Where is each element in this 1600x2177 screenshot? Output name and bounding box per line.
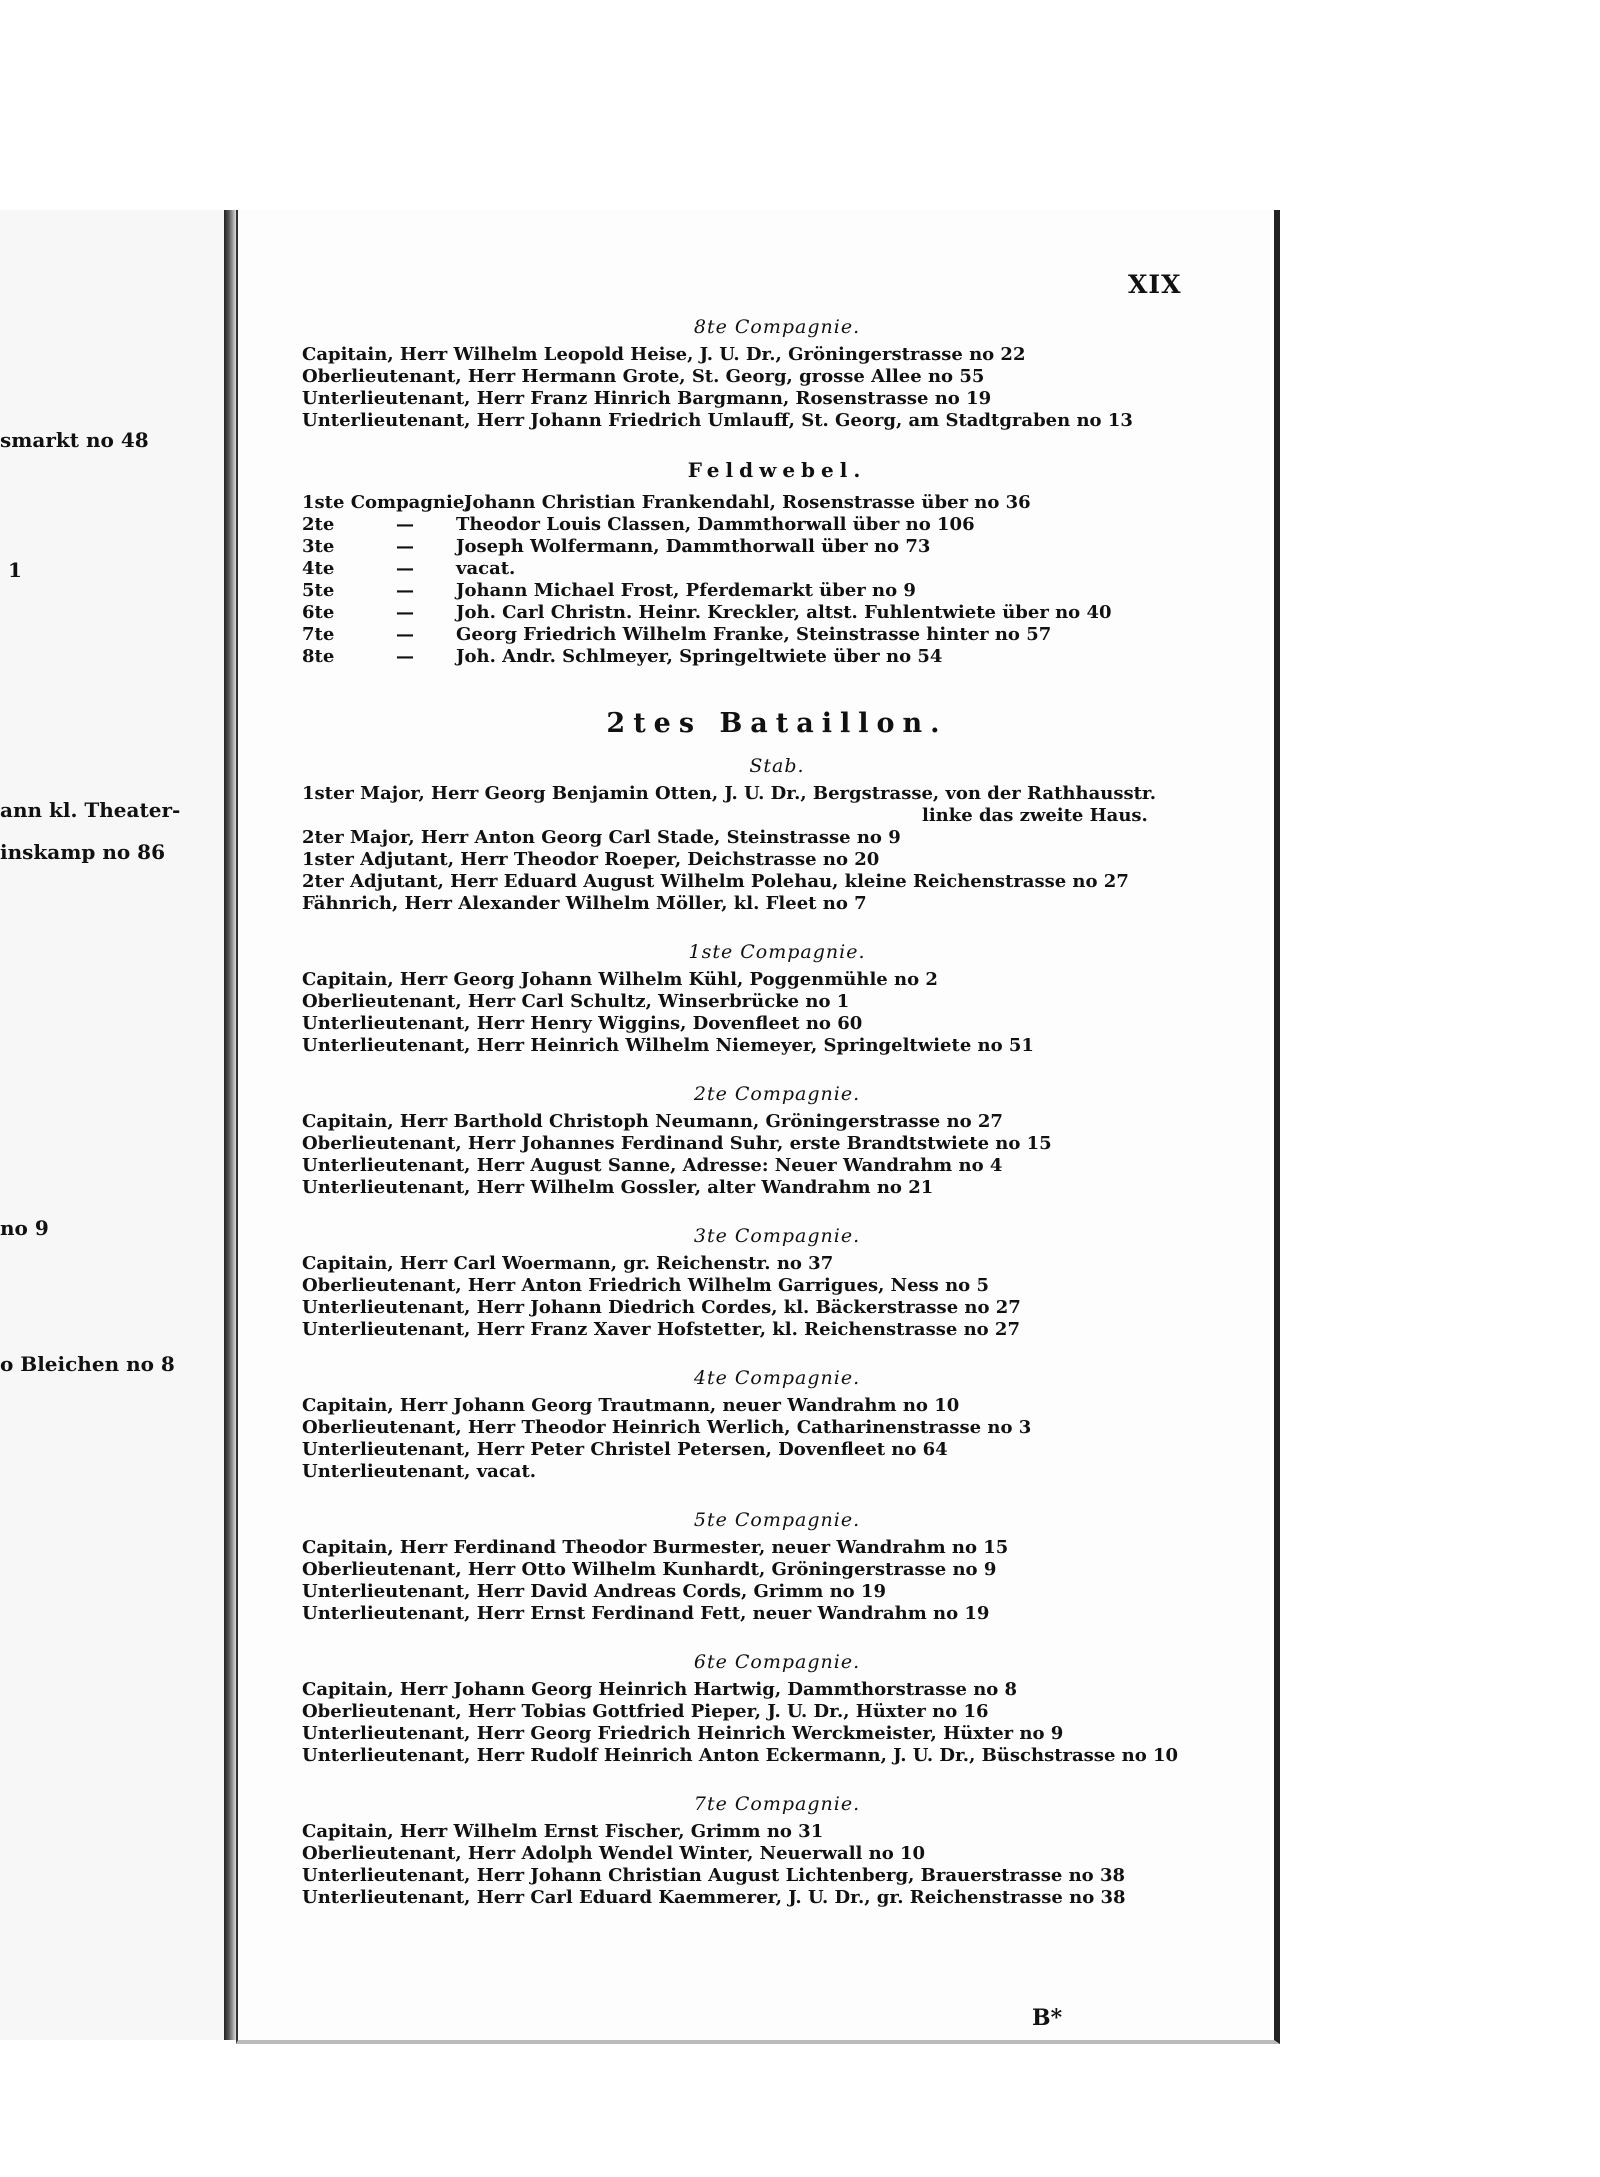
book-page <box>236 210 1280 2044</box>
left-text-line: o Bleichen no 8 <box>0 1352 175 1376</box>
company-number: 5te <box>302 580 335 601</box>
page-number: XIX <box>1128 270 1182 299</box>
feldwebel-section <box>302 458 1252 668</box>
company-5-section <box>302 1509 1252 1625</box>
company-number: 1ste Compagnie, <box>302 492 471 513</box>
book-gutter <box>224 210 236 2040</box>
left-text-line: 1 <box>8 558 22 582</box>
roster-entry: Unterlieutenant, Herr Henry Wiggins, Dovenfleet no 60 <box>302 1013 863 1034</box>
signature-mark: B* <box>1032 2005 1063 2031</box>
feldwebel-row <box>302 624 1252 646</box>
roster-entry: Unterlieutenant, Herr Franz Hinrich Bargmann, Rosenstrasse no 19 <box>302 388 992 409</box>
section-heading: 2te Compagnie. <box>693 1083 861 1105</box>
feldwebel-row <box>302 492 1252 514</box>
roster-entry: Oberlieutenant, Herr Johannes Ferdinand Suhr, erste Brandtstwiete no 15 <box>302 1133 1052 1154</box>
feldwebel-name: Johann Christian Frankendahl, Rosenstrasse über no 36 <box>464 492 1031 513</box>
company-2-section <box>302 1083 1252 1199</box>
roster-entry: Unterlieutenant, Herr August Sanne, Adresse: Neuer Wandrahm no 4 <box>302 1155 1003 1176</box>
feldwebel-row <box>302 558 1252 580</box>
feldwebel-name: Joseph Wolfermann, Dammthorwall über no 73 <box>456 536 931 557</box>
left-text-line: no 9 <box>0 1216 49 1240</box>
ditto-dash: — <box>396 514 414 535</box>
bataillon-heading: 2tes Bataillon. <box>606 708 948 739</box>
roster-entry: Oberlieutenant, Herr Theodor Heinrich Werlich, Catharinenstrasse no 3 <box>302 1417 1032 1438</box>
ditto-dash: — <box>396 536 414 557</box>
left-text-line: inskamp no 86 <box>0 840 165 864</box>
stab-section <box>302 755 1252 915</box>
roster-entry: Capitain, Herr Ferdinand Theodor Burmester, neuer Wandrahm no 15 <box>302 1537 1009 1558</box>
roster-entry: Oberlieutenant, Herr Tobias Gottfried Pieper, J. U. Dr., Hüxter no 16 <box>302 1701 989 1722</box>
company-number: 7te <box>302 624 335 645</box>
roster-entry: Unterlieutenant, Herr Franz Xaver Hofstetter, kl. Reichenstrasse no 27 <box>302 1319 1020 1340</box>
roster-entry: Unterlieutenant, Herr Johann Friedrich Umlauff, St. Georg, am Stadtgraben no 13 <box>302 410 1133 431</box>
roster-entry: Oberlieutenant, Herr Carl Schultz, Winserbrücke no 1 <box>302 991 850 1012</box>
roster-entry: Oberlieutenant, Herr Otto Wilhelm Kunhardt, Gröningerstrasse no 9 <box>302 1559 997 1580</box>
feldwebel-name: Georg Friedrich Wilhelm Franke, Steinstrasse hinter no 57 <box>456 624 1052 645</box>
feldwebel-row <box>302 580 1252 602</box>
roster-entry: 1ster Major, Herr Georg Benjamin Otten, J. U. Dr., Bergstrasse, von der Rathhausstr. <box>302 783 1157 804</box>
roster-entry: Unterlieutenant, Herr Ernst Ferdinand Fett, neuer Wandrahm no 19 <box>302 1603 990 1624</box>
company-7-section <box>302 1793 1252 1909</box>
ditto-dash: — <box>396 558 414 579</box>
section-heading: Feldwebel. <box>687 458 867 482</box>
feldwebel-name: Joh. Carl Christn. Heinr. Kreckler, altst. Fuhlentwiete über no 40 <box>456 602 1112 623</box>
roster-entry: Capitain, Herr Carl Woermann, gr. Reichenstr. no 37 <box>302 1253 834 1274</box>
previous-page-fragment <box>0 210 226 2040</box>
ditto-dash: — <box>396 646 414 667</box>
feldwebel-row <box>302 602 1252 624</box>
feldwebel-row <box>302 536 1252 558</box>
section-heading: 5te Compagnie. <box>693 1509 861 1531</box>
company-4-section <box>302 1367 1252 1483</box>
feldwebel-row <box>302 514 1252 536</box>
page-content <box>302 316 1252 1909</box>
company-3-section <box>302 1225 1252 1341</box>
roster-entry: Capitain, Herr Wilhelm Leopold Heise, J. U. Dr., Gröningerstrasse no 22 <box>302 344 1026 365</box>
roster-entry: Oberlieutenant, Herr Hermann Grote, St. Georg, grosse Allee no 55 <box>302 366 985 387</box>
feldwebel-row <box>302 646 1252 668</box>
roster-entry: Capitain, Herr Johann Georg Trautmann, neuer Wandrahm no 10 <box>302 1395 960 1416</box>
section-heading: 8te Compagnie. <box>693 316 861 338</box>
company-number: 6te <box>302 602 335 623</box>
feldwebel-name: vacat. <box>456 558 516 579</box>
roster-entry: Unterlieutenant, Herr Carl Eduard Kaemmerer, J. U. Dr., gr. Reichenstrasse no 38 <box>302 1887 1126 1908</box>
feldwebel-name: Johann Michael Frost, Pferdemarkt über no 9 <box>456 580 916 601</box>
roster-entry: 2ter Major, Herr Anton Georg Carl Stade, Steinstrasse no 9 <box>302 827 901 848</box>
roster-entry: Unterlieutenant, Herr Peter Christel Petersen, Dovenfleet no 64 <box>302 1439 948 1460</box>
section-heading: 3te Compagnie. <box>693 1225 861 1247</box>
roster-entry: Unterlieutenant, Herr Johann Christian August Lichtenberg, Brauerstrasse no 38 <box>302 1865 1125 1886</box>
section-heading: 7te Compagnie. <box>693 1793 861 1815</box>
company-number: 4te <box>302 558 335 579</box>
feldwebel-name: Joh. Andr. Schlmeyer, Springeltwiete über no 54 <box>456 646 943 667</box>
roster-entry: Capitain, Herr Wilhelm Ernst Fischer, Grimm no 31 <box>302 1821 824 1842</box>
left-text-line: smarkt no 48 <box>0 428 149 452</box>
roster-entry: Unterlieutenant, Herr Georg Friedrich Heinrich Werckmeister, Hüxter no 9 <box>302 1723 1064 1744</box>
roster-entry: Capitain, Herr Johann Georg Heinrich Hartwig, Dammthorstrasse no 8 <box>302 1679 1018 1700</box>
company-8-section <box>302 316 1252 432</box>
roster-entry: Unterlieutenant, Herr Rudolf Heinrich Anton Eckermann, J. U. Dr., Büschstrasse no 10 <box>302 1745 1179 1766</box>
ditto-dash: — <box>396 580 414 601</box>
company-number: 2te <box>302 514 335 535</box>
company-number: 8te <box>302 646 335 667</box>
roster-entry: Unterlieutenant, vacat. <box>302 1461 537 1482</box>
roster-entry: 1ster Adjutant, Herr Theodor Roeper, Deichstrasse no 20 <box>302 849 880 870</box>
roster-entry: Capitain, Herr Georg Johann Wilhelm Kühl, Poggenmühle no 2 <box>302 969 938 990</box>
roster-entry: Capitain, Herr Barthold Christoph Neumann, Gröningerstrasse no 27 <box>302 1111 1003 1132</box>
section-heading: 6te Compagnie. <box>693 1651 861 1673</box>
company-1-section <box>302 941 1252 1057</box>
roster-entry: Unterlieutenant, Herr Wilhelm Gossler, alter Wandrahm no 21 <box>302 1177 934 1198</box>
roster-entry: Fähnrich, Herr Alexander Wilhelm Möller, kl. Fleet no 7 <box>302 893 867 914</box>
ditto-dash: — <box>396 602 414 623</box>
roster-entry-continuation: linke das zweite Haus. <box>922 805 1148 826</box>
section-heading: 1ste Compagnie. <box>688 941 866 963</box>
roster-entry: 2ter Adjutant, Herr Eduard August Wilhelm Polehau, kleine Reichenstrasse no 27 <box>302 871 1129 892</box>
roster-entry: Oberlieutenant, Herr Adolph Wendel Winter, Neuerwall no 10 <box>302 1843 926 1864</box>
roster-entry: Unterlieutenant, Herr Johann Diedrich Cordes, kl. Bäckerstrasse no 27 <box>302 1297 1021 1318</box>
section-heading: 4te Compagnie. <box>693 1367 861 1389</box>
company-6-section <box>302 1651 1252 1767</box>
roster-entry: Unterlieutenant, Herr David Andreas Cords, Grimm no 19 <box>302 1581 886 1602</box>
section-heading: Stab. <box>749 755 805 777</box>
company-number: 3te <box>302 536 335 557</box>
roster-entry: Oberlieutenant, Herr Anton Friedrich Wilhelm Garrigues, Ness no 5 <box>302 1275 989 1296</box>
ditto-dash: — <box>396 624 414 645</box>
feldwebel-name: Theodor Louis Classen, Dammthorwall über no 106 <box>456 514 975 535</box>
roster-entry: Unterlieutenant, Herr Heinrich Wilhelm Niemeyer, Springeltwiete no 51 <box>302 1035 1034 1056</box>
left-text-line: ann kl. Theater- <box>0 798 181 822</box>
